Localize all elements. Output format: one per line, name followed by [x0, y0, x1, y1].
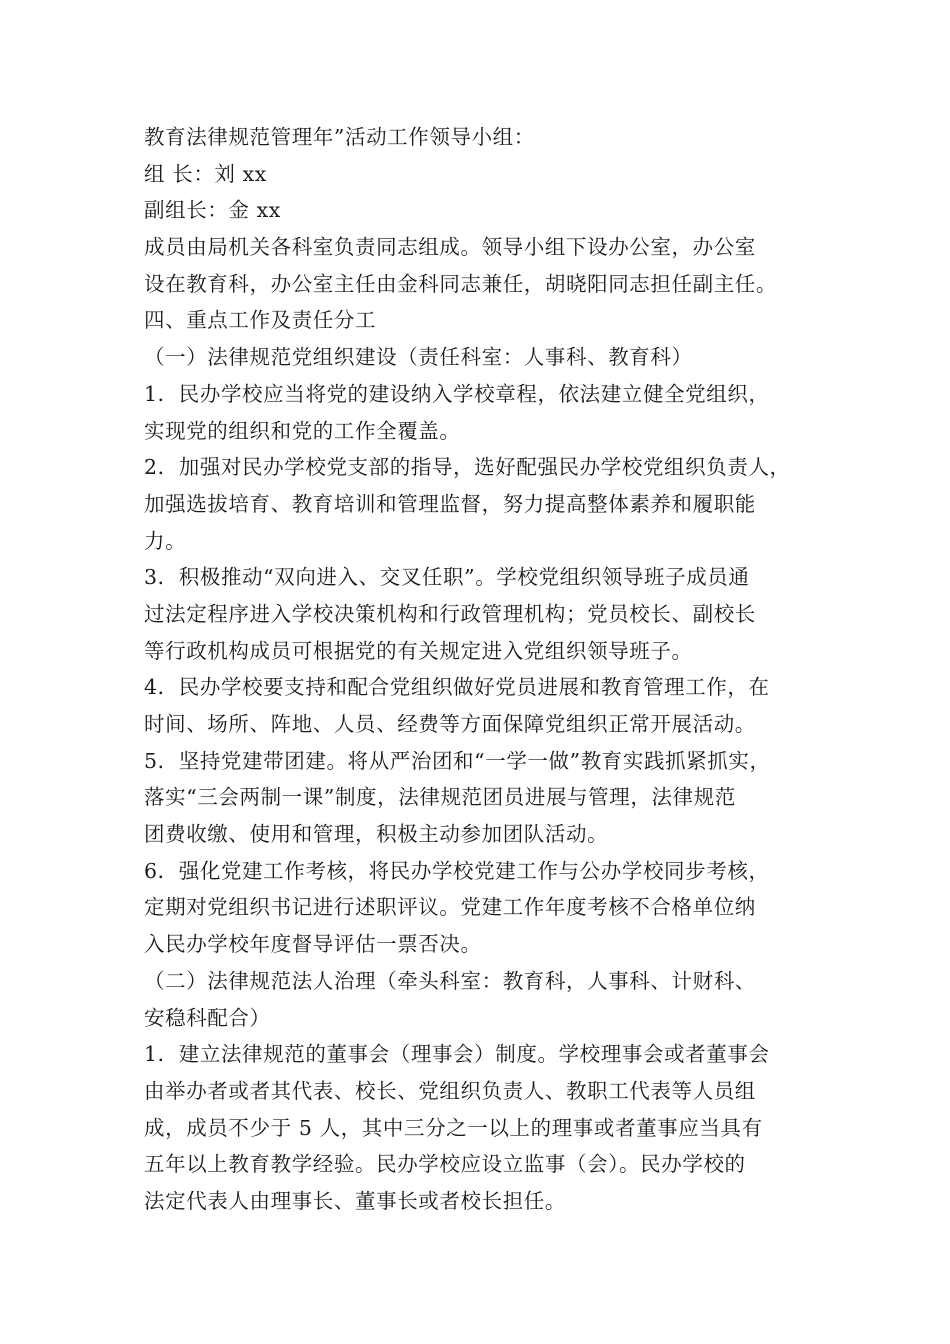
text-line: 力。 — [144, 528, 187, 553]
text-line: 成员由局机关各科室负责同志组成。领导小组下设办公室，办公室 — [144, 235, 756, 260]
text-line: 4．民办学校要支持和配合党组织做好党员进展和教育管理工作，在 — [144, 675, 770, 700]
text-line: 团费收缴、使用和管理，积极主动参加团队活动。 — [144, 822, 609, 847]
text-line: 3．积极推动“双向进入、交叉任职”。学校党组织领导班子成员通 — [144, 565, 750, 590]
text-line: 由举办者或者其代表、校长、党组织负责人、教职工代表等人员组 — [144, 1078, 756, 1103]
text-line: 加强选拔培育、教育培训和管理监督，努力提高整体素养和履职能 — [144, 491, 756, 516]
text-line: 落实“三会两制一课”制度，法律规范团员进展与管理，法律规范 — [144, 785, 736, 810]
text-line: 副组长：金 xx — [144, 198, 281, 223]
text-line: 2．加强对民办学校党支部的指导，选好配强民办学校党组织负责人， — [144, 455, 791, 480]
text-line: 实现党的组织和党的工作全覆盖。 — [144, 418, 461, 443]
text-line: 定期对党组织书记进行述职评议。党建工作年度考核不合格单位纳 — [144, 895, 756, 920]
text-line: 法定代表人由理事长、董事长或者校长担任。 — [144, 1188, 566, 1213]
text-line: 组 长：刘 xx — [144, 161, 267, 186]
text-line: 设在教育科，办公室主任由金科同志兼任，胡晓阳同志担任副主任。 — [144, 271, 777, 296]
text-line: 入民办学校年度督导评估一票否决。 — [144, 932, 482, 957]
text-line: 时间、场所、阵地、人员、经费等方面保障党组织正常开展活动。 — [144, 712, 756, 736]
text-line: 五年以上教育教学经验。民办学校应设立监事（会）。民办学校的 — [144, 1152, 746, 1177]
subsection-heading: （一）法律规范党组织建设（责任科室：人事科、教育科） — [144, 345, 693, 370]
subsection-heading: 安稳科配合） — [144, 1005, 271, 1030]
subsection-heading: （二）法律规范法人治理（牵头科室：教育科，人事科、计财科、 — [144, 968, 756, 993]
text-line: 1．民办学校应当将党的建设纳入学校章程，依法建立健全党组织， — [144, 381, 770, 406]
text-line: 等行政机构成员可根据党的有关规定进入党组织领导班子。 — [144, 638, 693, 663]
text-line: 6．强化党建工作考核，将民办学校党建工作与公办学校同步考核， — [144, 858, 770, 883]
text-line: 5．坚持党建带团建。将从严治团和“一学一做”教育实践抓紧抓实， — [144, 748, 771, 773]
text-line: 过法定程序进入学校决策机构和行政管理机构；党员校长、副校长 — [144, 601, 756, 626]
document-body — [144, 119, 816, 1220]
text-line: 1．建立法律规范的董事会（理事会）制度。学校理事会或者董事会 — [144, 1042, 770, 1067]
text-line: 成，成员不少于 5 人，其中三分之一以上的理事或者董事应当具有 — [144, 1115, 763, 1140]
text-line: 教育法律规范管理年”活动工作领导小组： — [144, 125, 535, 149]
section-heading: 四、重点工作及责任分工 — [144, 308, 377, 333]
